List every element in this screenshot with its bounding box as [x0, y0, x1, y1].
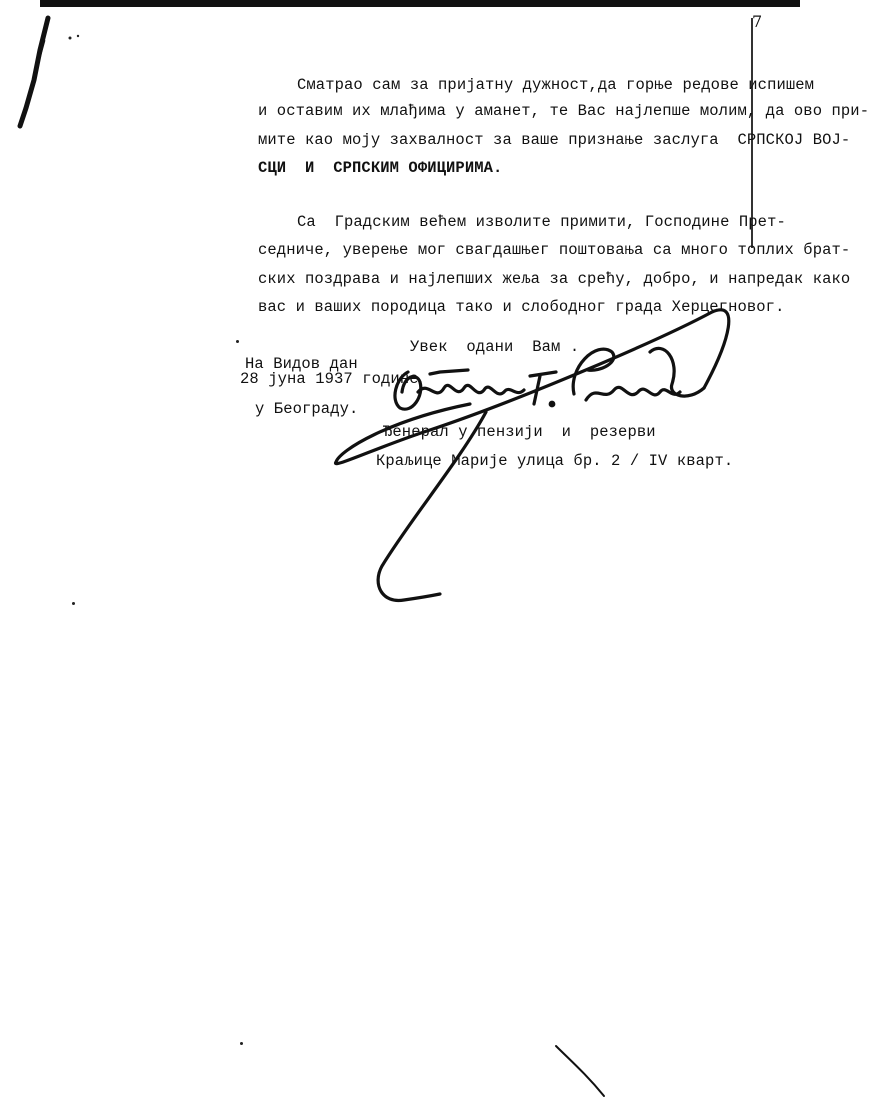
- paragraph1-line-2: и оставим их млађима у аманет, те Вас најлепше молим, да ово при-: [258, 102, 869, 120]
- closing-salutation: Увек одани Вам .: [410, 338, 580, 356]
- paragraph1-line-3: мите као моју захвалност за ваше признање заслуга СРПСКОЈ ВОЈ-: [258, 131, 851, 149]
- paragraph2-line-1: Са Градским већем изволите примити, Господине Прет-: [297, 213, 786, 231]
- page-number: 7: [752, 12, 763, 31]
- paragraph2-line-2: седниче, уверење мог свагдашњег поштовања са много топлих брат-: [258, 241, 851, 259]
- place-line: у Београду.: [255, 400, 359, 418]
- paragraph2-line-4: вас и ваших породица тако и слободног града Херцегновог.: [258, 298, 785, 316]
- scan-speck: [72, 602, 75, 605]
- signatory-title: Ђенерал у пензији и резерви: [383, 423, 656, 441]
- paragraph1-line-4: СЦИ И СРПСКИМ ОФИЦИРИМА.: [258, 159, 503, 177]
- paragraph2-line-3: ских поздрава и најлепших жеља за срећу, добро, и напредак како: [258, 270, 851, 288]
- date-line-2: 28 јуна 1937 године: [240, 370, 419, 388]
- signatory-address: Краљице Марије улица бр. 2 / IV кварт.: [376, 452, 734, 470]
- paragraph1-line-1: Сматрао сам за пријатну дужност,да горње редове испишем: [297, 76, 815, 94]
- date-line-1: На Видов дан: [245, 355, 358, 373]
- scan-speck: [236, 340, 239, 343]
- scan-speck: [240, 1042, 243, 1045]
